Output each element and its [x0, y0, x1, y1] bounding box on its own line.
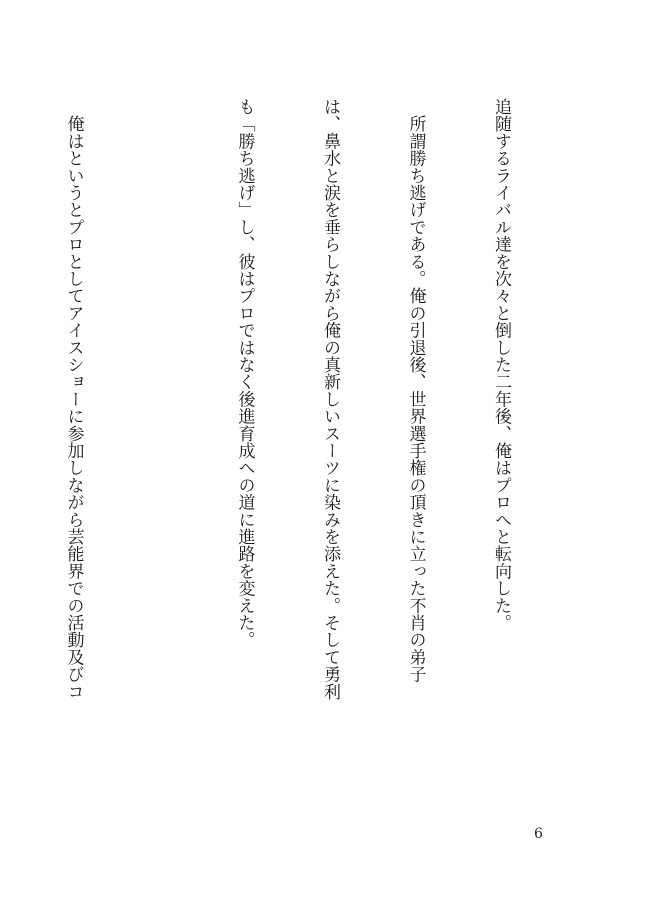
text-line: は、鼻水と涙を垂らしながら俺の真新しいスーツに染みを添えた。そして勇利	[320, 98, 340, 700]
paragraph-break	[145, 98, 174, 738]
page-number: 6	[534, 826, 543, 842]
vertical-text-body	[0, 98, 572, 738]
text-line: 所謂勝ち逃げである。俺の引退後、世界選手権の頂きに立った不肖の弟子	[405, 98, 426, 683]
text-line	[0, 98, 2, 738]
text-line: 俺はというとプロとしてアイスショーに参加しながら芸能界での活動及びコ	[63, 98, 84, 700]
text-line: 追随するライバル達を次々と倒した二年後、俺はプロへと転向した。	[491, 98, 511, 632]
text-line: も「勝ち逃げ」し、彼はプロではなく後進育成への道に進路を変えた。	[234, 98, 255, 649]
